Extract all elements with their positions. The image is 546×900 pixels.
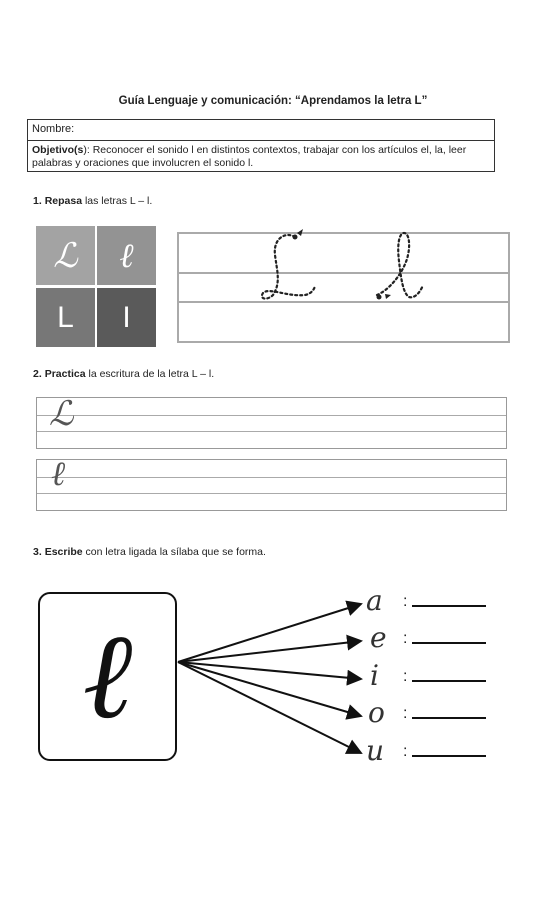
name-row[interactable] [28, 120, 494, 141]
objective-label-paren: ) [83, 144, 87, 156]
objective-text: Reconocer el sonido l en distintos contextos, trabajar con los artículos el, la, leer palabras y oraciones que involucren el sonido l. [32, 144, 467, 169]
trace-upper-l-path [262, 235, 315, 299]
section-2-heading [33, 368, 214, 380]
objective-colon: : [86, 144, 90, 156]
guide-line [37, 477, 506, 478]
trace-arrow-icon [297, 229, 303, 236]
tile-glyph: L [57, 300, 74, 334]
vowel-row-o [366, 696, 496, 730]
section-1-heading [33, 195, 152, 207]
section-2-number: 2. [33, 368, 42, 380]
vowel-row-a [366, 584, 496, 618]
section-3-verb: Escribe [44, 546, 83, 558]
section-1-verb: Repasa [44, 195, 83, 207]
arrows-svg [175, 595, 375, 765]
tile-print-upper [36, 288, 95, 347]
practice-trace-upper: ℒ [49, 394, 74, 434]
section-3-heading [33, 546, 266, 558]
tile-glyph: ℒ [53, 235, 78, 276]
tracing-letters-svg [177, 225, 510, 305]
vowel-row-i [366, 659, 496, 693]
tile-script-lower [97, 226, 156, 285]
practice-trace-lower: ℓ [51, 454, 66, 494]
answer-line-u[interactable] [412, 755, 486, 757]
section-3-number: 3. [33, 546, 42, 558]
name-label: Nombre: [32, 123, 75, 135]
answer-line-a[interactable] [412, 605, 486, 607]
objective-row [28, 141, 494, 173]
colon: : [403, 743, 408, 760]
section-1-number: 1. [33, 195, 42, 207]
objective-label: Objetivo(s [32, 144, 84, 156]
guide-line [37, 493, 506, 494]
guide-line [37, 431, 506, 432]
arrow-to-a [178, 604, 361, 662]
vowel-letter: u [366, 734, 385, 767]
answer-line-e[interactable] [412, 642, 486, 644]
vowel-letter: i [370, 659, 379, 692]
vowel-row-u [366, 734, 496, 768]
colon: : [403, 630, 408, 647]
vowel-row-e [366, 621, 496, 655]
trace-arrow-icon [385, 294, 391, 299]
practice-row-upper[interactable] [36, 394, 507, 449]
colon: : [403, 705, 408, 722]
section-2-verb: Practica [44, 368, 86, 380]
page-title: Guía Lenguaje y comunicación: “Aprendamos la letra L” [118, 95, 428, 107]
section-3-rest: con letra ligada la sílaba que se forma. [82, 546, 266, 558]
trace-lower-l-path [377, 233, 423, 297]
vowel-letter: o [368, 696, 385, 729]
tile-glyph: ℓ [119, 235, 134, 276]
section-1-rest: las letras L – l. [82, 195, 153, 207]
trace-start-dot [377, 295, 382, 300]
vowel-letter: e [370, 621, 387, 654]
tile-glyph: I [122, 300, 131, 334]
practice-row-lower[interactable] [36, 454, 507, 511]
vowel-letter: a [366, 584, 383, 617]
arrow-to-e [178, 641, 361, 662]
answer-line-o[interactable] [412, 717, 486, 719]
big-letter-card [38, 592, 177, 761]
tile-script-upper [36, 226, 95, 285]
guide-line [37, 415, 506, 416]
tile-print-lower [97, 288, 156, 347]
colon: : [403, 593, 408, 610]
colon: : [403, 668, 408, 685]
info-box [27, 119, 495, 172]
trace-start-dot [293, 235, 298, 240]
big-letter: ℓ [82, 606, 133, 746]
section-2-rest: la escritura de la letra L – l. [85, 368, 215, 380]
answer-line-i[interactable] [412, 680, 486, 682]
